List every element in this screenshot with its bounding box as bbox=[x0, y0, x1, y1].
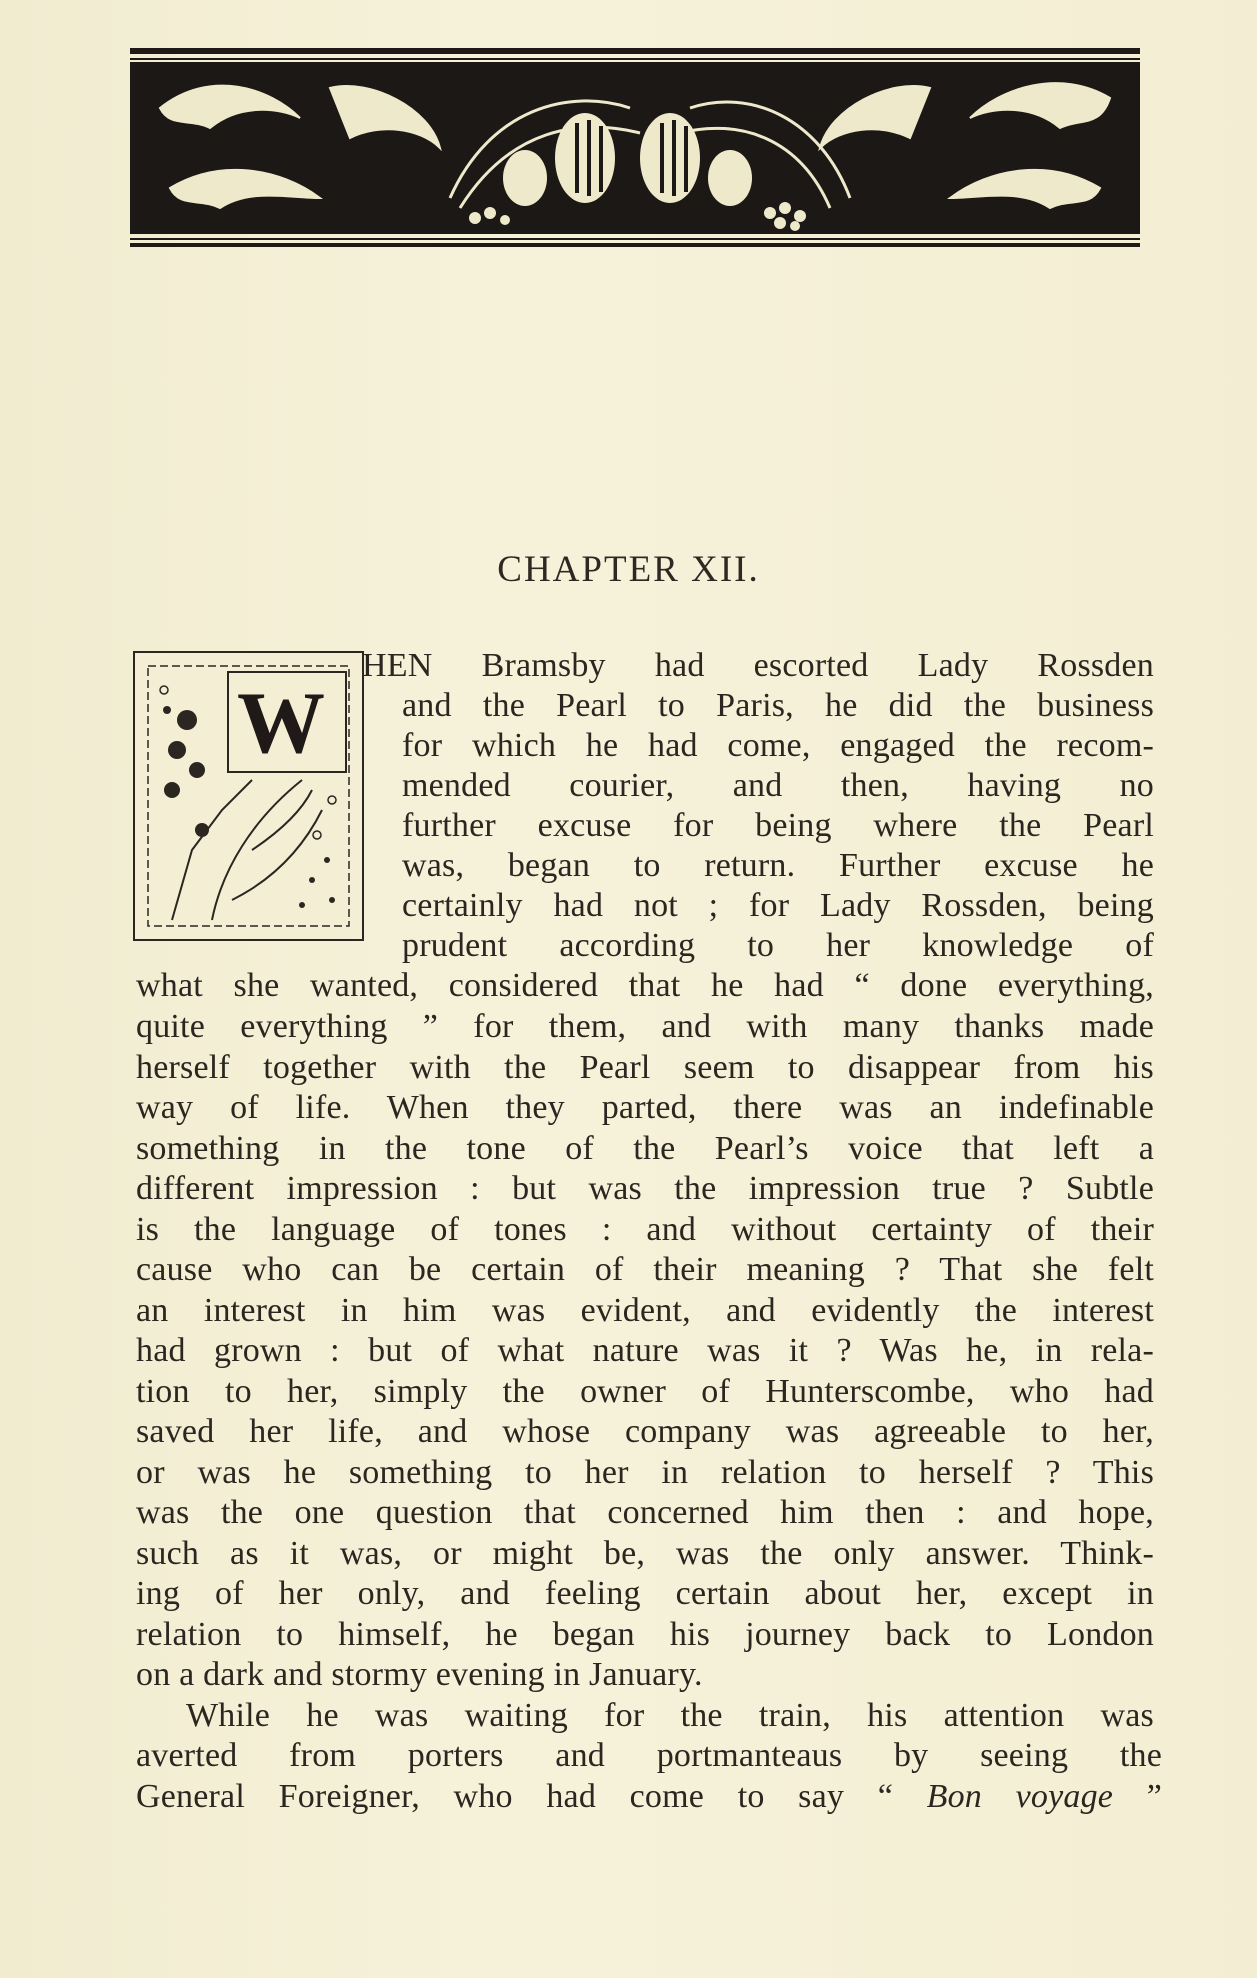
text-line: prudent according to her knowledge of bbox=[402, 927, 1154, 964]
text-line: is the language of tones : and without certainty of their bbox=[136, 1211, 1154, 1248]
text-line: on a dark and stormy evening in January. bbox=[136, 1656, 703, 1693]
text-line: ing of her only, and feeling certain about her, except in bbox=[136, 1575, 1154, 1612]
text-line: what she wanted, considered that he had “ done everything, bbox=[136, 967, 1154, 1004]
text-line: and the Pearl to Paris, he did the business bbox=[402, 687, 1154, 724]
text-line: While he was waiting for the train, his attention was bbox=[186, 1697, 1154, 1734]
svg-text:W: W bbox=[237, 675, 325, 772]
text-line: or was he something to her in relation to herself ? This bbox=[136, 1454, 1154, 1491]
text-line: cause who can be certain of their meaning ? That she felt bbox=[136, 1251, 1154, 1288]
text-line: certainly had not ; for Lady Rossden, being bbox=[402, 887, 1154, 924]
text-line-final bbox=[136, 1777, 1162, 1817]
text-segment: General Foreigner, who had come to say “ bbox=[136, 1778, 927, 1815]
text-segment: ” bbox=[1113, 1778, 1162, 1815]
initial-letter bbox=[132, 650, 133, 651]
chapter-title: CHAPTER XII. bbox=[497, 549, 760, 590]
text-line: averted from porters and portmanteaus by seeing the bbox=[136, 1737, 1162, 1774]
text-line: saved her life, and whose company was agreeable to her, bbox=[136, 1413, 1154, 1450]
text-line: quite everything ” for them, and with many thanks made bbox=[136, 1008, 1154, 1045]
text-line: relation to himself, he began his journey back to London bbox=[136, 1616, 1154, 1653]
text-line: was, began to return. Further excuse he bbox=[402, 847, 1154, 884]
text-line: different impression : but was the impression true ? Subtle bbox=[136, 1170, 1154, 1207]
text-line: further excuse for being where the Pearl bbox=[402, 807, 1154, 844]
text-line: for which he had come, engaged the recom- bbox=[402, 727, 1154, 764]
text-line: such as it was, or might be, was the only answer. Think- bbox=[136, 1535, 1154, 1572]
text-line: had grown : but of what nature was it ? Was he, in rela- bbox=[136, 1332, 1154, 1369]
text-line: was the one question that concerned him then : and hope, bbox=[136, 1494, 1154, 1531]
text-line: an interest in him was evident, and evidently the interest bbox=[136, 1292, 1154, 1329]
text-line: herself together with the Pearl seem to disappear from his bbox=[136, 1049, 1154, 1086]
text-line: tion to her, simply the owner of Hunterscombe, who had bbox=[136, 1373, 1154, 1410]
italic-phrase: Bon voyage bbox=[926, 1778, 1114, 1815]
text-line: mended courier, and then, having no bbox=[402, 767, 1154, 804]
text-line: HEN Bramsby had escorted Lady Rossden bbox=[362, 647, 1154, 684]
decorative-initial bbox=[132, 650, 365, 942]
text-line: something in the tone of the Pearl’s voice that left a bbox=[136, 1130, 1154, 1167]
text-line: way of life. When they parted, there was an indefinable bbox=[136, 1089, 1154, 1126]
ornamental-headpiece bbox=[130, 48, 1140, 248]
